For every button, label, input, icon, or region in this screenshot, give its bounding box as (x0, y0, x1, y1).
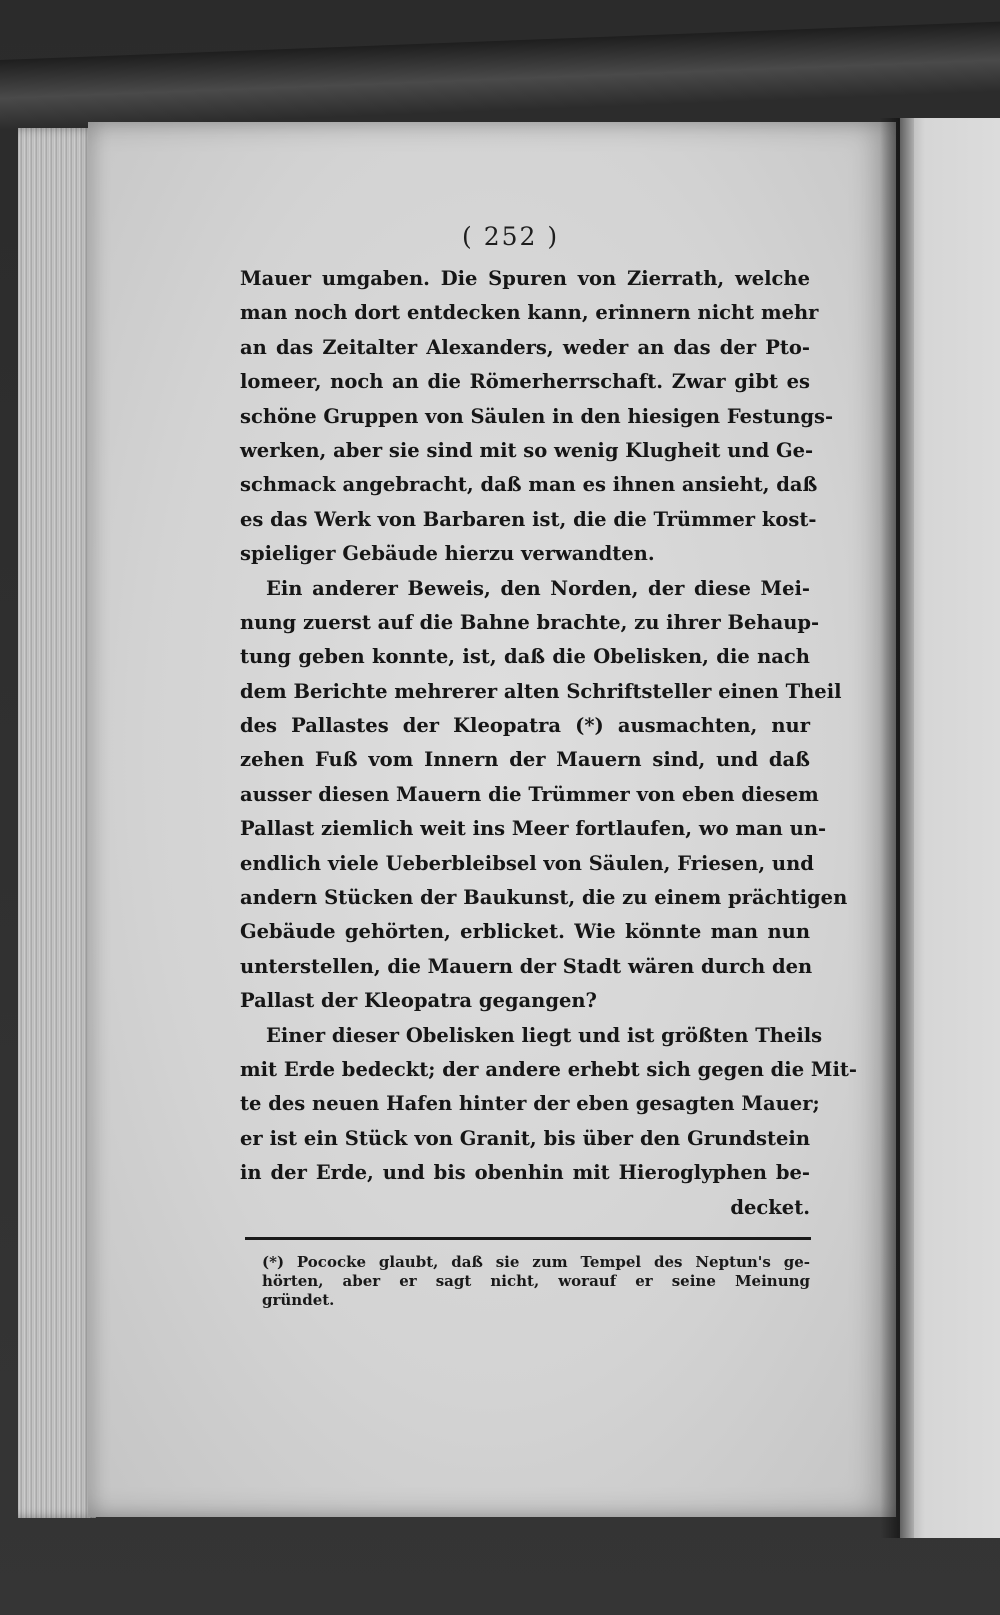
text-line: es das Werk von Barbaren ist, die die Trümmer kost- (240, 507, 817, 531)
page-gutter (880, 118, 914, 1538)
text-line: in der Erde, und bis obenhin mit Hieroglyphen be- (240, 1161, 810, 1185)
footnote-line: hörten, aber er sagt nicht, worauf er seine Meinung (262, 1272, 810, 1290)
text-line: endlich viele Ueberbleibsel von Säulen, Friesen, und (240, 851, 814, 875)
page-number-header: ( 252 ) (462, 222, 560, 251)
text-line: Gebäude gehörten, erblicket. Wie könnte man nun (240, 920, 810, 944)
text-line: Pallast ziemlich weit ins Meer fortlaufen, wo man un- (240, 817, 827, 841)
footnote-line: gründet. (262, 1291, 335, 1309)
body-text (240, 262, 857, 1225)
text-line: schmack angebracht, daß man es ihnen ansieht, daß (240, 473, 818, 497)
text-line: andern Stücken der Baukunst, die zu einem prächtigen (240, 886, 848, 910)
text-line: an das Zeitalter Alexanders, weder an das der Pto- (240, 335, 810, 359)
facing-page (900, 118, 1000, 1538)
text-line: werken, aber sie sind mit so wenig Klugheit und Ge- (240, 438, 814, 462)
text-line: man noch dort entdecken kann, erinnern nicht mehr (240, 301, 819, 325)
page-edges (18, 128, 96, 1518)
text-line: unterstellen, die Mauern der Stadt wären durch den (240, 954, 813, 978)
text-line: zehen Fuß vom Innern der Mauern sind, und daß (240, 748, 810, 772)
text-line: Pallast der Kleopatra gegangen? (240, 989, 597, 1013)
text-line: Ein anderer Beweis, den Norden, der diese Mei- (266, 576, 810, 600)
text-line: te des neuen Hafen hinter der eben gesagten Mauer; (240, 1092, 820, 1116)
footnote-divider (245, 1237, 811, 1240)
text-line: des Pallastes der Kleopatra (*) ausmachten, nur (240, 714, 810, 738)
text-line: schöne Gruppen von Säulen in den hiesigen Festungs- (240, 404, 834, 428)
text-line: Mauer umgaben. Die Spuren von Zierrath, welche (240, 267, 810, 290)
text-line: er ist ein Stück von Granit, bis über den Grundstein (240, 1126, 810, 1150)
text-line: nung zuerst auf die Bahne brachte, zu ihrer Behaup- (240, 610, 820, 634)
footnote-line: (*) Pococke glaubt, daß sie zum Tempel des Neptun's ge- (262, 1253, 810, 1271)
text-line: lomeer, noch an die Römerherrschaft. Zwar gibt es (240, 370, 810, 394)
text-line: Einer dieser Obelisken liegt und ist größten Theils (266, 1023, 823, 1047)
catchword-line: decket. (730, 1195, 810, 1219)
text-line: spieliger Gebäude hierzu verwandten. (240, 542, 655, 566)
book-cover-edge (0, 22, 1000, 130)
footnote (262, 1253, 810, 1310)
text-line: dem Berichte mehrerer alten Schriftsteller einen Theil (240, 679, 842, 703)
text-line: mit Erde bedeckt; der andere erhebt sich gegen die Mit- (240, 1057, 857, 1081)
text-line: ausser diesen Mauern die Trümmer von eben diesem (240, 782, 819, 806)
text-line: tung geben konnte, ist, daß die Obelisken, die nach (240, 645, 810, 669)
